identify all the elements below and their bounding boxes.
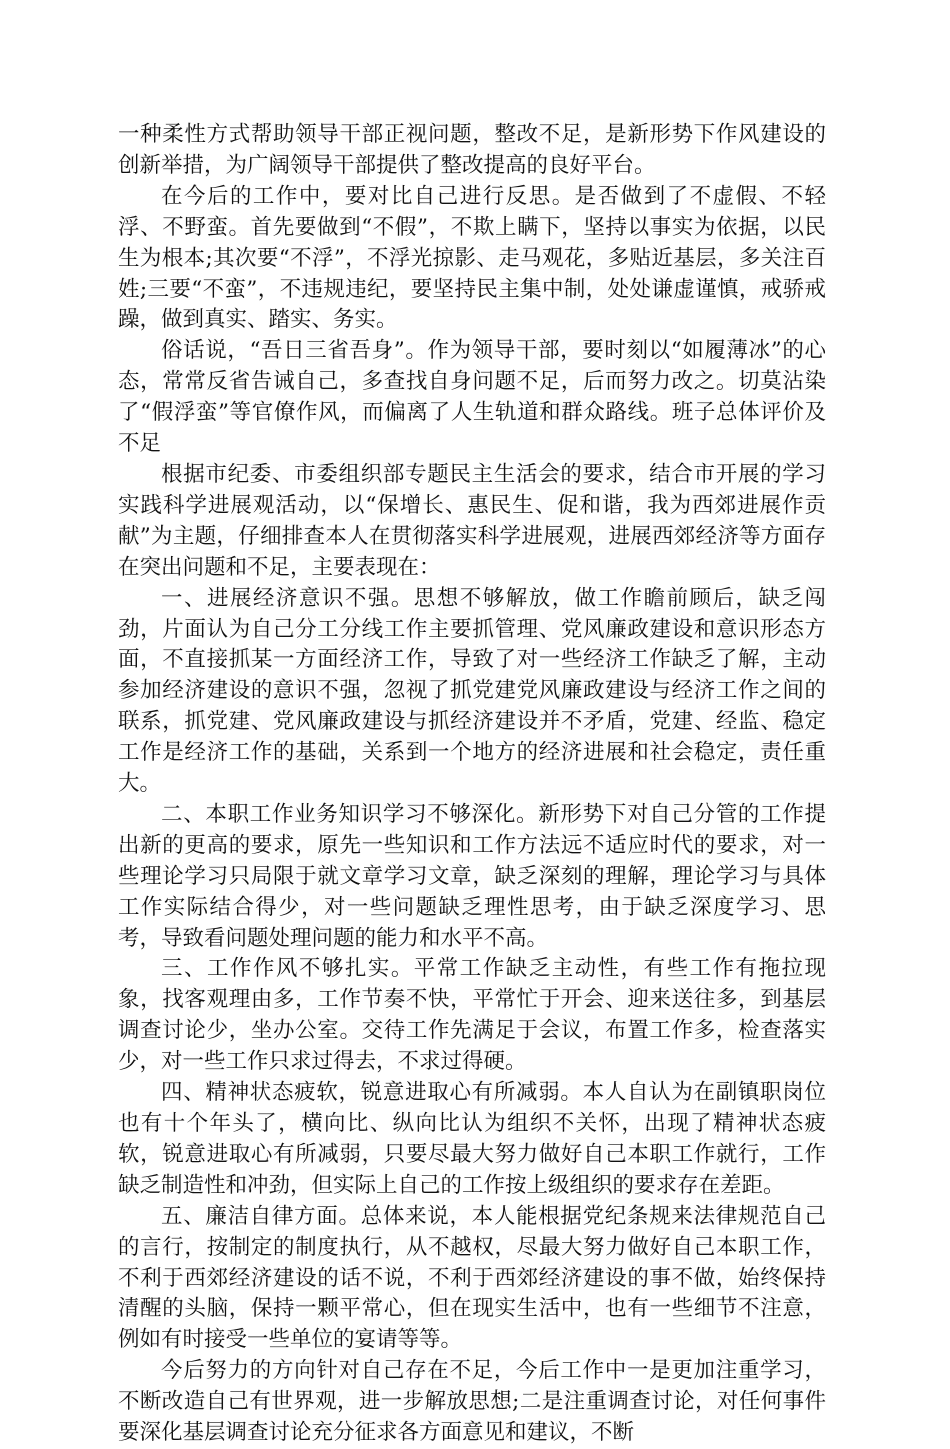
paragraph-10: 今后努力的方向针对自己存在不足，今后工作中一是更加注重学习，不断改造自己有世界观，进一步解放思想;二是注重调查讨论，对任何事件要深化基层调查讨论充分征求各方面意见和建议，不断: [118, 1358, 826, 1446]
paragraph-3: 俗话说，“吾日三省吾身”。作为领导干部，要时刻以“如履薄冰”的心态，常常反省告诫自己，多查找自身问题不足，后而努力改之。切莫沾染了“假浮蛮”等官僚作风，而偏离了人生轨道和群众路线。班子总体评价及不足: [118, 338, 826, 457]
paragraph-9: 五、廉洁自律方面。总体来说，本人能根据党纪条规来法律规范自己的言行，按制定的制度执行，从不越权，尽最大努力做好自己本职工作，不利于西郊经济建设的话不说，不利于西郊经济建设的事不做，始终保持清醒的头脑，保持一颗平常心，但在现实生活中，也有一些细节不注意，例如有时接受一些单位的宴请等等。: [118, 1203, 826, 1353]
paragraph-7: 三、工作作风不够扎实。平常工作缺乏主动性，有些工作有拖拉现象，找客观理由多，工作节奏不快，平常忙于开会、迎来送往多，到基层调查讨论少，坐办公室。交待工作先满足于会议，布置工作多，检查落实少，对一些工作只求过得去，不求过得硬。: [118, 956, 826, 1075]
paragraph-8: 四、精神状态疲软，锐意进取心有所减弱。本人自认为在副镇职岗位也有十个年头了，横向比、纵向比认为组织不关怀，出现了精神状态疲软，锐意进取心有所减弱，只要尽最大努力做好自己本职工作就行，工作缺乏制造性和冲劲，但实际上自己的工作按上级组织的要求存在差距。: [118, 1080, 826, 1198]
paragraph-4: 根据市纪委、市委组织部专题民主生活会的要求，结合市开展的学习实践科学进展观活动，以“保增长、惠民生、促和谐，我为西郊进展作贡献”为主题，仔细排查本人在贯彻落实科学进展观，进展西郊经济等方面存在突出问题和不足，主要表现在：: [118, 461, 826, 580]
paragraph-5: 一、进展经济意识不强。思想不够解放，做工作瞻前顾后，缺乏闯劲，片面认为自己分工分线工作主要抓管理、党风廉政建设和意识形态方面，不直接抓某一方面经济工作，导致了对一些经济工作缺乏了解，主动参加经济建设的意识不强，忽视了抓党建党风廉政建设与经济工作之间的联系，抓党建、党风廉政建设与抓经济建设并不矛盾，党建、经监、稳定工作是经济工作的基础，关系到一个地方的经济进展和社会稳定，责任重大。: [118, 585, 826, 797]
document-page: [118, 120, 826, 1449]
paragraph-2: 在今后的工作中，要对比自己进行反思。是否做到了不虚假、不轻浮、不野蛮。首先要做到“不假”，不欺上瞒下，坚持以事实为依据，以民生为根本;其次要“不浮”，不浮光掠影、走马观花，多贴近基层，多关注百姓;三要“不蛮”，不违规违纪，要坚持民主集中制，处处谦虚谨慎，戒骄戒躁，做到真实、踏实、务实。: [118, 183, 826, 333]
paragraph-1: 一种柔性方式帮助领导干部正视问题，整改不足，是新形势下作风建设的创新举措，为广阔领导干部提供了整改提高的良好平台。: [118, 122, 826, 178]
paragraph-6: 二、本职工作业务知识学习不够深化。新形势下对自己分管的工作提出新的更高的要求，原先一些知识和工作方法远不适应时代的要求，对一些理论学习只局限于就文章学习文章，缺乏深刻的理解，理论学习与具体工作实际结合得少，对一些问题缺乏理性思考，由于缺乏深度学习、思考，导致看问题处理问题的能力和水平不高。: [118, 801, 826, 951]
